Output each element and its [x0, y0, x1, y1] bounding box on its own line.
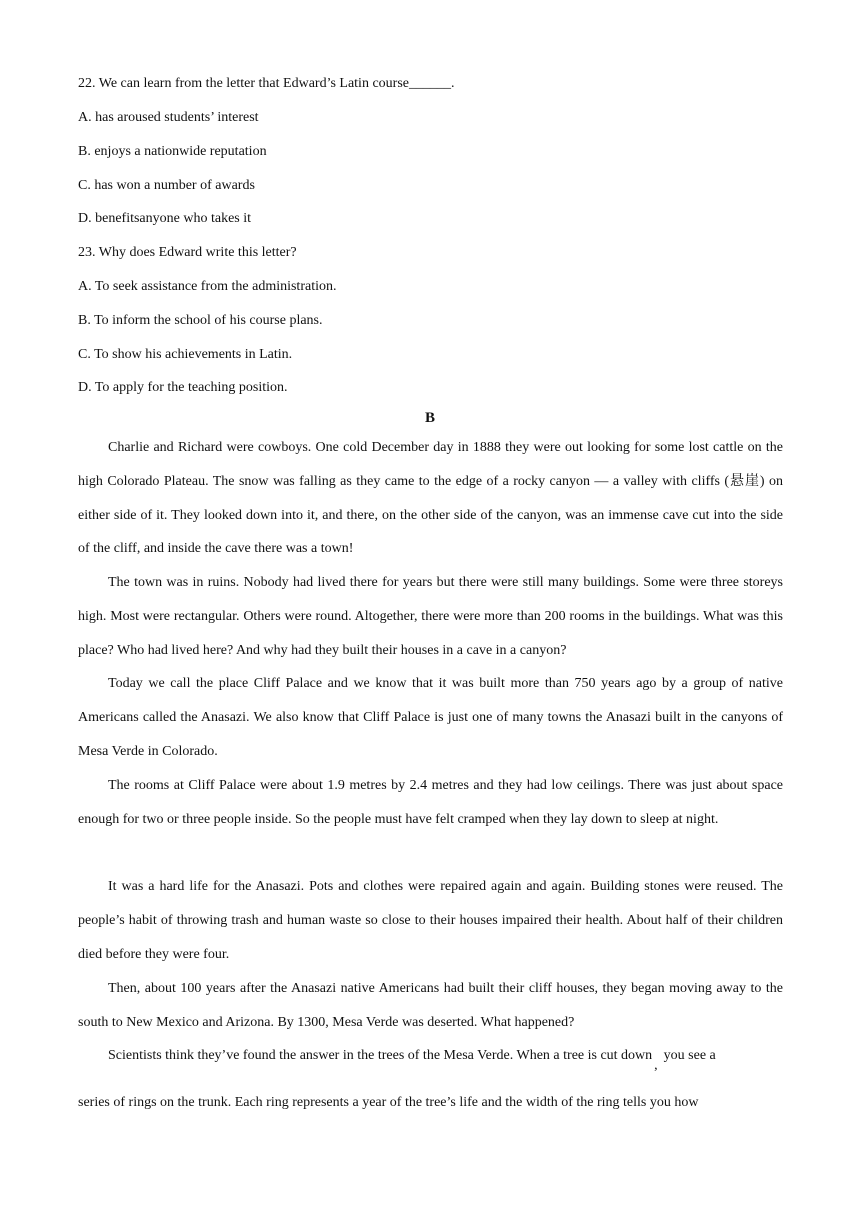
paragraph-6: Then, about 100 years after the Anasazi native Americans had built their cliff houses, they began moving away to the south to New Mexico and Arizona. By 1300, Mesa Verde was deserted. What happened? — [78, 981, 783, 1030]
paragraph-7-comma: , — [654, 1058, 658, 1073]
question-22-option-a: A. has aroused students’ interest — [78, 110, 259, 125]
question-22-stem: 22. We can learn from the letter that Edward’s Latin course______. — [78, 76, 455, 91]
paragraph-7-part-1: Scientists think they’ve found the answer in the trees of the Mesa Verde. When a tree is cut down — [108, 1048, 653, 1063]
paragraph-1: Charlie and Richard were cowboys. One cold December day in 1888 they were out looking for some lost cattle on the high Colorado Plateau. The snow was falling as they came to the edge of a rocky canyon — a valley with cliffs (悬崖) on either side of it. They looked down into it, and there, on the other side of the canyon, was an immense cave cut into the side of the cliff, and inside the cave there was a town! — [78, 440, 783, 557]
paragraph-2: The town was in ruins. Nobody had lived there for years but there were still many buildings. Some were three storeys high. Most were rectangular. Others were round. Altogether, there were more than 200 rooms in the buildings. What was this place? Who had lived here? And why had they built their houses in a cave in a canyon? — [78, 575, 783, 658]
paragraph-7-part-2: you see a — [663, 1048, 716, 1063]
section-title: B — [424, 410, 435, 426]
question-23-option-c: C. To show his achievements in Latin. — [78, 347, 293, 362]
paragraph-7-line-1 — [78, 1047, 783, 1073]
paragraph-5: It was a hard life for the Anasazi. Pots and clothes were repaired again and again. Building stones were reused. The people’s habit of throwing trash and human waste so close to their houses impaired their health. About half of their children died before they were four. — [78, 879, 783, 962]
paragraph-4: The rooms at Cliff Palace were about 1.9 metres by 2.4 metres and they had low ceilings. There was just about space enough for two or three people inside. So the people must have felt cramped when they lay down to sleep at night. — [78, 778, 783, 827]
question-23-option-d: D. To apply for the teaching position. — [78, 380, 288, 395]
question-23-stem: 23. Why does Edward write this letter? — [78, 245, 297, 260]
question-22-option-c: C. has won a number of awards — [78, 178, 255, 193]
question-23-option-b: B. To inform the school of his course plans. — [78, 313, 323, 328]
paragraph-3: Today we call the place Cliff Palace and we know that it was built more than 750 years ago by a group of native Americans called the Anasazi. We also know that Cliff Palace is just one of many towns the Anasazi built in the canyons of Mesa Verde in Colorado. — [78, 676, 783, 759]
paragraph-7-line-2: series of rings on the trunk. Each ring represents a year of the tree’s life and the width of the ring tells you how — [78, 1095, 699, 1110]
question-23-option-a: A. To seek assistance from the administration. — [78, 279, 337, 294]
question-22-option-b: B. enjoys a nationwide reputation — [78, 144, 267, 159]
question-22-option-d: D. benefitsanyone who takes it — [78, 211, 252, 226]
